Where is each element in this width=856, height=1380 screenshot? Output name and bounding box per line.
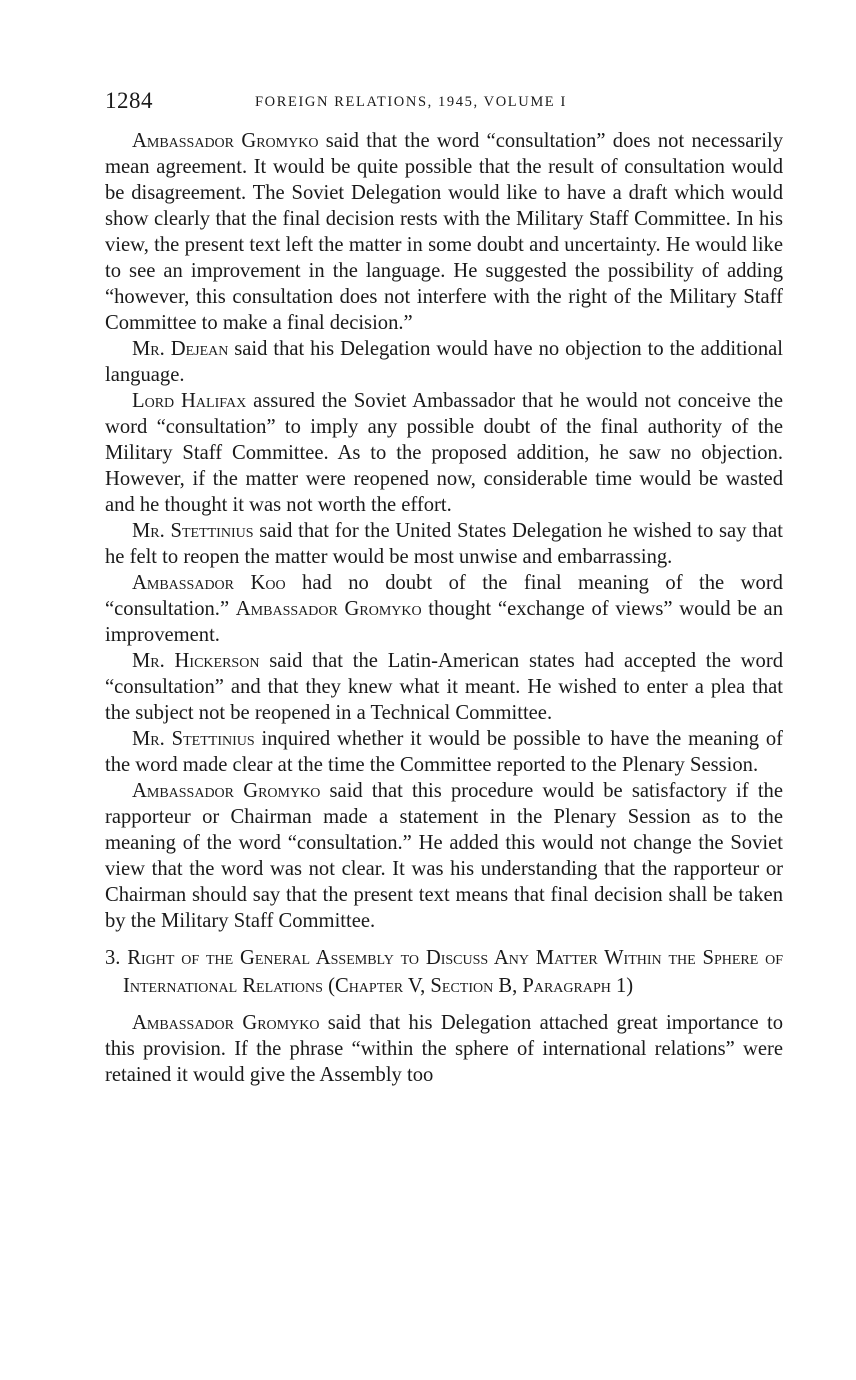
page-header: [105, 88, 783, 120]
paragraph-9: [105, 1010, 783, 1088]
paragraph-text: said that his Delegation would have no objection to the additional language.: [105, 338, 783, 386]
paragraph-2: [105, 336, 783, 388]
paragraph-text: said that this procedure would be satisfactory if the rapporteur or Chairman made a statement in the Plenary Session as to the meaning of the word “consultation.” He added this would not change the Soviet view that the word was not clear. It was his understanding that the rapporteur or Chairman should say that the present text means that final decision shall be taken by the Military Staff Committee.: [105, 780, 783, 932]
paragraph-3: [105, 388, 783, 518]
speaker-name: Mr. Dejean: [132, 338, 229, 360]
document-page: [105, 88, 783, 1088]
section-heading: [105, 944, 783, 1000]
speaker-name: Ambassador Gromyko: [132, 780, 321, 802]
speaker-name: Ambassador Gromyko: [132, 1012, 320, 1034]
paragraph-text: inquired whether it would be possible to have the meaning of the word made clear at the time the Committee reported to the Plenary Session.: [105, 728, 784, 776]
paragraph-text: said that for the United States Delegation he wished to say that he felt to reopen the matter would be most unwise and embarrassing.: [105, 520, 784, 568]
paragraph-text: had no doubt of the final meaning of the word “consultation.”: [105, 572, 783, 620]
speaker-name: Ambassador Koo: [132, 572, 286, 594]
paragraph-text: thought “exchange of views” would be an improvement.: [105, 598, 783, 646]
section-title: Right of the General Assembly to Discuss Any Matter Within the Sphere of International Relations: [123, 947, 784, 997]
speaker-name: Mr. Stettinius: [132, 728, 255, 750]
paragraph-1: [105, 128, 783, 336]
paragraph-text: assured the Soviet Ambassador that he would not conceive the word “consultation” to imply any possible doubt of the final authority of the Military Staff Committee. As to the proposed addition, he saw no objection. However, if the matter were reopened now, considerable time would be wasted and he thought it was not worth the effort.: [105, 390, 783, 516]
paragraph-text: said that the Latin-American states had accepted the word “consultation” and that they knew what it meant. He wished to enter a plea that the subject not be reopened in a Technical Committee.: [105, 650, 783, 724]
page-number: 1284: [105, 88, 153, 113]
paragraph-7: [105, 726, 783, 778]
speaker-name: Mr. Stettinius: [132, 520, 254, 542]
speaker-name: Lord Halifax: [132, 390, 247, 412]
speaker-name: Ambassador Gromyko: [235, 598, 422, 620]
section-number: 3.: [105, 947, 128, 969]
speaker-name: Ambassador Gromyko: [132, 130, 319, 152]
paragraph-4: [105, 518, 783, 570]
paragraph-5: [105, 570, 783, 648]
paragraph-8: [105, 778, 783, 934]
paragraph-text: said that the word “consultation” does not necessarily mean agreement. It would be quite possible that the result of consultation would be disagreement. The Soviet Delegation would like to have a draft which would show clearly that the final decision rests with the Military Staff Committee. In his view, the present text left the matter in some doubt and uncertainty. He would like to see an improvement in the language. He suggested the possibility of adding “however, this consultation does not interfere with the right of the Military Staff Committee to make a final decision.”: [105, 130, 783, 334]
running-title: FOREIGN RELATIONS, 1945, VOLUME I: [255, 94, 567, 110]
paragraph-6: [105, 648, 783, 726]
speaker-name: Mr. Hickerson: [132, 650, 260, 672]
paragraph-text: said that his Delegation attached great importance to this provision. If the phrase “within the sphere of international relations” were retained it would give the Assembly too: [105, 1012, 783, 1086]
section-reference: (Chapter V, Section B, Paragraph 1): [322, 975, 634, 997]
